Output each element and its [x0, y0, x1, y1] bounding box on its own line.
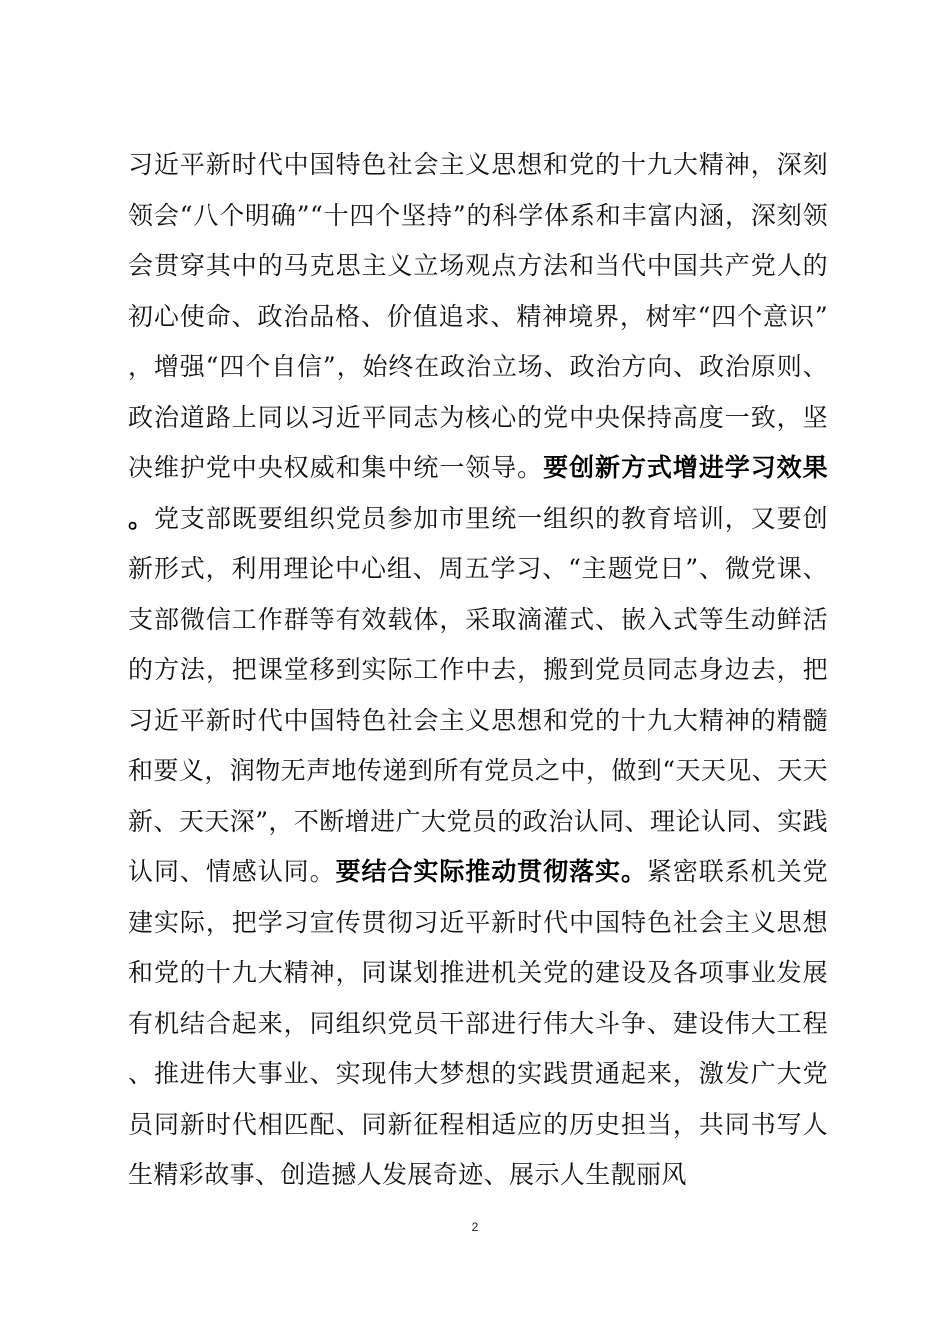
paragraph-text: 党支部既要组织党员参加市里统一组织的教育培训，又要创新形式，利用理论中心组、周五学习、“主题党日”、微党课、支部微信工作群等有效载体，采取滴灌式、嵌入式等生动鲜活的方法，把课堂移到实际工作中去，搬到党员同志身边去，把习近平新时代中国特色社会主义思想和党的十九大精神的精髓和要义，润物无声地传递到所有党员之中，做到“天天见、天天新、天天深”，不断增进广大党员的政治认同、理论认同、实践认同、情感认同。 — [128, 503, 828, 886]
paragraph-text: 紧密联系机关党建实际，把学习宣传贯彻习近平新时代中国特色社会主义思想和党的十九大精神，同谋划推进机关党的建设及各项事业发展有机结合起来，同组织党员干部进行伟大斗争、建设伟大工程、推进伟大事业、实现伟大梦想的实践贯通起来，激发广大党员同新时代相匹配、同新征程相适应的历史担当，共同书写人生精彩故事、创造撼人发展奇迹、展示人生靓丽风 — [128, 857, 828, 1189]
body-paragraph — [128, 140, 828, 1201]
bold-heading-implement: 要结合实际推动贯彻落实。 — [335, 857, 647, 886]
page-number: 2 — [471, 1220, 479, 1234]
paragraph-text: 习近平新时代中国特色社会主义思想和党的十九大精神，深刻领会“八个明确”“十四个坚持”的科学体系和丰富内涵，深刻领会贯穿其中的马克思主义立场观点方法和当代中国共产党人的初心使命、政治品格、价值追求、精神境界，树牢“四个意识”，增强“四个自信”，始终在政治立场、政治方向、政治原则、政治道路上同以习近平同志为核心的党中央保持高度一致，坚决维护党中央权威和集中统一领导。 — [128, 150, 828, 482]
bold-heading-innovate-methods: 要创新方式增进学习效果。 — [128, 453, 828, 533]
